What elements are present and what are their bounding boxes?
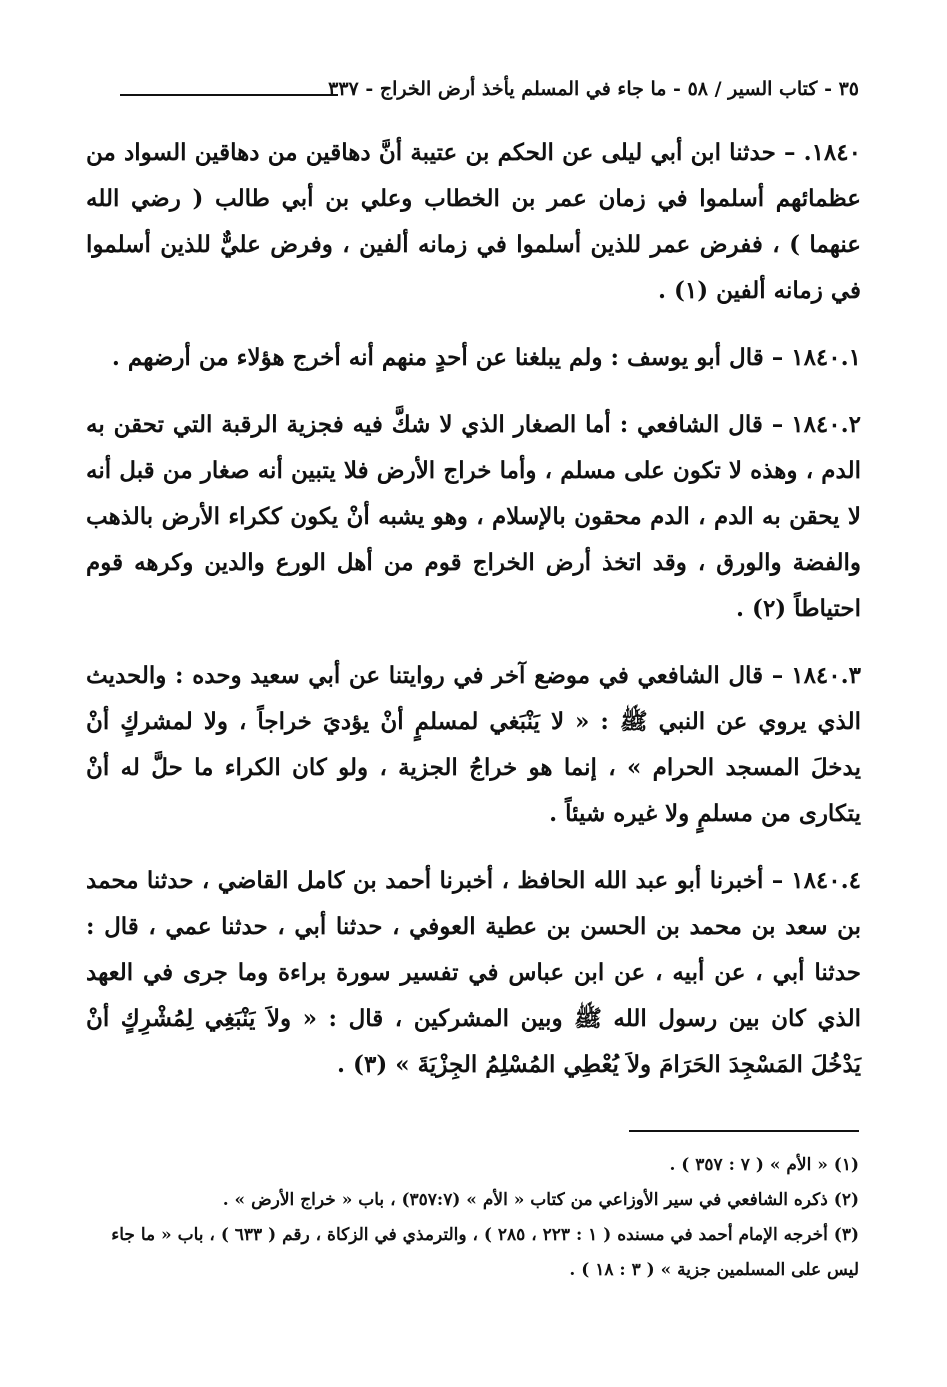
running-header-text: ٣٥ - كتاب السير / ٥٨ - ما جاء في المسلم يأخذ أرض الخراج - ٣٣٧: [328, 77, 859, 100]
paragraph-number: ١٨٤٠.: [803, 139, 861, 166]
running-header: [120, 72, 859, 106]
paragraph-text: – حدثنا ابن أبي ليلى عن الحكم بن عتيبة أنَّ دهاقين من دهاقين السواد من عظمائهم أسلموا في زمان عمر بن الخطاب وعلي بن أبي طالب ( رضي الله عنهما ) ، ففرض عمر للذين أسلموا في زمانه ألفين ، وفرض عليٌّ للذين أسلموا في زمانه ألفين (١) .: [86, 139, 861, 304]
paragraph-text: – قال أبو يوسف : ولم يبلغنا عن أحدٍ منهم أنه أخرج هؤلاء من أرضهم .: [111, 344, 784, 371]
footnote-1: (١) « الأم » ( ٧ : ٣٥٧ ) .: [669, 1155, 859, 1175]
main-text: [86, 130, 861, 1109]
paragraph-1840-4: [86, 858, 861, 1088]
paragraph-text: – قال الشافعي : أما الصغار الذي لا شكَّ فيه فجزية الرقبة التي تحقن به الدم ، وهذه لا تكون على مسلم ، وأما خراج الأرض فلا يتبين أنه صغار من قبل أنه لا يحقن به الدم ، الدم محقون بالإسلام ، وهو يشبه أنْ يكون ككراء الأرض بالذهب والفضة والورق ، وقد اتخذ أرض الخراج قوم من أهل الورع والدين وكرهه قوم احتياطاً (٢) .: [86, 411, 861, 622]
paragraph-1840-1: [86, 335, 861, 381]
paragraph-1840: [86, 130, 861, 314]
footnotes: [86, 1148, 859, 1288]
paragraph-1840-2: [86, 402, 861, 632]
footnote-3: (٣) أخرجه الإمام أحمد في مسنده ( ١ : ٢٢٣ ، ٢٨٥ ) ، والترمذي في الزكاة ، رقم ( ٦٣٣ ) ، باب « ما جاء ليس على المسلمين جزية » ( ٣ : ١٨ ) .: [111, 1225, 859, 1280]
paragraph-text: – أخبرنا أبو عبد الله الحافظ ، أخبرنا أحمد بن كامل القاضي ، حدثنا محمد بن سعد بن محمد بن الحسن بن عطية العوفي ، حدثنا أبي ، حدثنا عمي ، قال : حدثنا أبي ، عن أبيه ، عن ابن عباس في تفسير سورة براءة وما جرى في العهد الذي كان بين رسول الله ﷺ وبين المشركين ، قال : « ولاَ يَنْبَغِي لِمُشْرِكٍ أنْ يَدْخُلَ المَسْجِدَ الحَرَامَ ولاَ يُعْطِي المُسْلِمُ الجِزْيَةَ » (٣) .: [86, 867, 861, 1078]
paragraph-1840-3: [86, 653, 861, 837]
paragraph-text: – قال الشافعي في موضع آخر في روايتنا عن أبي سعيد وحده : والحديث الذي يروي عن النبي ﷺ : « لا يَنْبَغي لمسلمٍ أنْ يؤديَ خراجاً ، ولا لمشركٍ أنْ يدخلَ المسجد الحرام » ، إنما هو خراجُ الجزية ، ولو كان الكراء ما حلَّ له أنْ يتكارى من مسلمٍ ولا غيره شيئاً .: [86, 662, 861, 827]
paragraph-number: ١٨٤٠.٢: [791, 411, 861, 438]
paragraph-number: ١٨٤٠.٤: [791, 867, 861, 894]
footnote-2: (٢) ذكره الشافعي في سير الأوزاعي من كتاب « الأم » (٣٥٧:٧) ، باب « خراج الأرض » .: [222, 1190, 859, 1210]
header-rule: [120, 94, 338, 96]
paragraph-number: ١٨٤٠.١: [791, 344, 861, 371]
footnote-rule: [629, 1130, 859, 1132]
paragraph-number: ١٨٤٠.٣: [791, 662, 861, 689]
